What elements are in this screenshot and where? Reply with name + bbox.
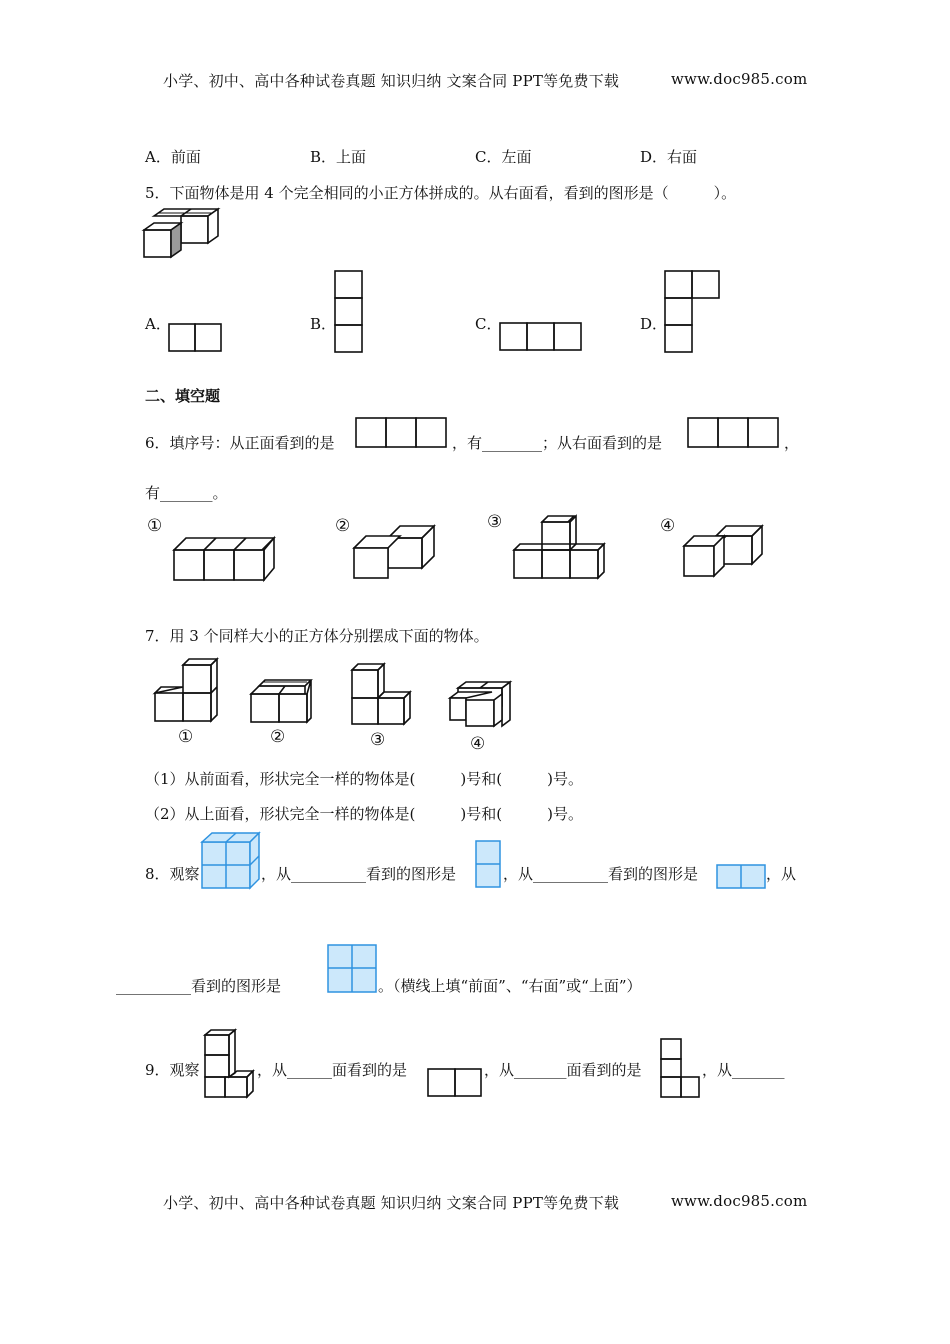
q6-text-2: ，有________；从右面看到的是 bbox=[452, 434, 663, 452]
q7-label-1: ① bbox=[178, 727, 194, 747]
q5-stem: 5．下面物体是用 4 个完全相同的小正方体拼成的。从右面看，看到的图形是（ ）。 bbox=[145, 184, 737, 202]
q7-label-2: ② bbox=[270, 727, 286, 747]
q9-view-1-figure bbox=[427, 1068, 483, 1098]
q8-text-3: ，从__________看到的图形是 bbox=[503, 865, 699, 883]
q8-view-1-figure bbox=[475, 840, 503, 890]
q7-label-4: ④ bbox=[470, 734, 486, 754]
q9-text-1: 9．观察 bbox=[145, 1061, 200, 1079]
q8-object-figure bbox=[201, 832, 261, 890]
q8-text-1: 8．观察 bbox=[145, 865, 200, 883]
q6-front-view-figure bbox=[355, 417, 449, 449]
q6-object-1-figure bbox=[170, 534, 278, 586]
q6-line-2: 有_______。 bbox=[145, 484, 228, 502]
header-site: www.doc985.com bbox=[671, 70, 808, 88]
q6-text-1: 6．填序号：从正面看到的是 bbox=[145, 434, 335, 452]
q5-option-a-figure bbox=[168, 323, 224, 353]
q8-text-4: ，从 bbox=[766, 865, 797, 883]
q7-object-2-figure bbox=[249, 676, 315, 724]
q6-label-2: ② bbox=[335, 516, 351, 536]
q8-line-2a: __________看到的图形是 bbox=[116, 977, 282, 995]
q9-object-figure bbox=[203, 1029, 257, 1101]
q6-object-3-figure bbox=[512, 516, 608, 580]
q5-option-b: B． bbox=[310, 315, 337, 333]
q8-view-2-figure bbox=[716, 864, 768, 890]
q6-object-4-figure bbox=[680, 524, 766, 584]
q4-option-b: B．上面 bbox=[310, 148, 367, 166]
footer-site: www.doc985.com bbox=[671, 1192, 808, 1210]
q7-object-3-figure bbox=[350, 664, 414, 726]
q9-text-4: ，从_______ bbox=[702, 1061, 785, 1079]
q6-label-1: ① bbox=[147, 516, 163, 536]
q7-object-1-figure bbox=[153, 657, 223, 723]
q7-label-3: ③ bbox=[370, 730, 386, 750]
q7-stem: 7．用 3 个同样大小的正方体分别摆成下面的物体。 bbox=[145, 627, 489, 645]
q5-option-c-figure bbox=[499, 322, 584, 352]
footer-text: 小学、初中、高中各种试卷真题 知识归纳 文案合同 PPT等免费下载 bbox=[163, 1194, 620, 1212]
q6-label-3: ③ bbox=[487, 512, 503, 532]
q6-right-view-figure bbox=[687, 417, 781, 449]
q7-sub-2: （2）从上面看，形状完全一样的物体是( )号和( )号。 bbox=[145, 805, 583, 823]
q5-option-d-figure bbox=[664, 270, 722, 354]
q4-option-a: A．前面 bbox=[145, 148, 201, 166]
q6-object-2-figure bbox=[350, 522, 440, 582]
q8-view-3-figure bbox=[327, 944, 379, 994]
q8-line-2b: 。（横线上填“前面”、“右面”或“上面”） bbox=[378, 977, 642, 995]
q4-option-c: C．左面 bbox=[475, 148, 532, 166]
q5-option-b-figure bbox=[334, 270, 364, 354]
q7-object-4-figure bbox=[448, 680, 516, 730]
q9-text-2: ，从______面看到的是 bbox=[257, 1061, 408, 1079]
section-title: 二、填空题 bbox=[145, 387, 221, 405]
q4-option-d: D．右面 bbox=[640, 148, 698, 166]
q6-label-4: ④ bbox=[660, 516, 676, 536]
q5-option-c: C． bbox=[475, 315, 502, 333]
header-text: 小学、初中、高中各种试卷真题 知识归纳 文案合同 PPT等免费下载 bbox=[163, 72, 620, 90]
q5-option-d: D． bbox=[640, 315, 668, 333]
q5-option-a: A． bbox=[145, 315, 171, 333]
q5-object-figure bbox=[140, 208, 220, 263]
q9-text-3: ，从_______面看到的是 bbox=[484, 1061, 642, 1079]
q9-view-2-figure bbox=[660, 1038, 702, 1100]
q7-sub-1: （1）从前面看，形状完全一样的物体是( )号和( )号。 bbox=[145, 770, 583, 788]
q6-text-3: ， bbox=[784, 434, 800, 452]
q8-text-2: ，从__________看到的图形是 bbox=[261, 865, 457, 883]
